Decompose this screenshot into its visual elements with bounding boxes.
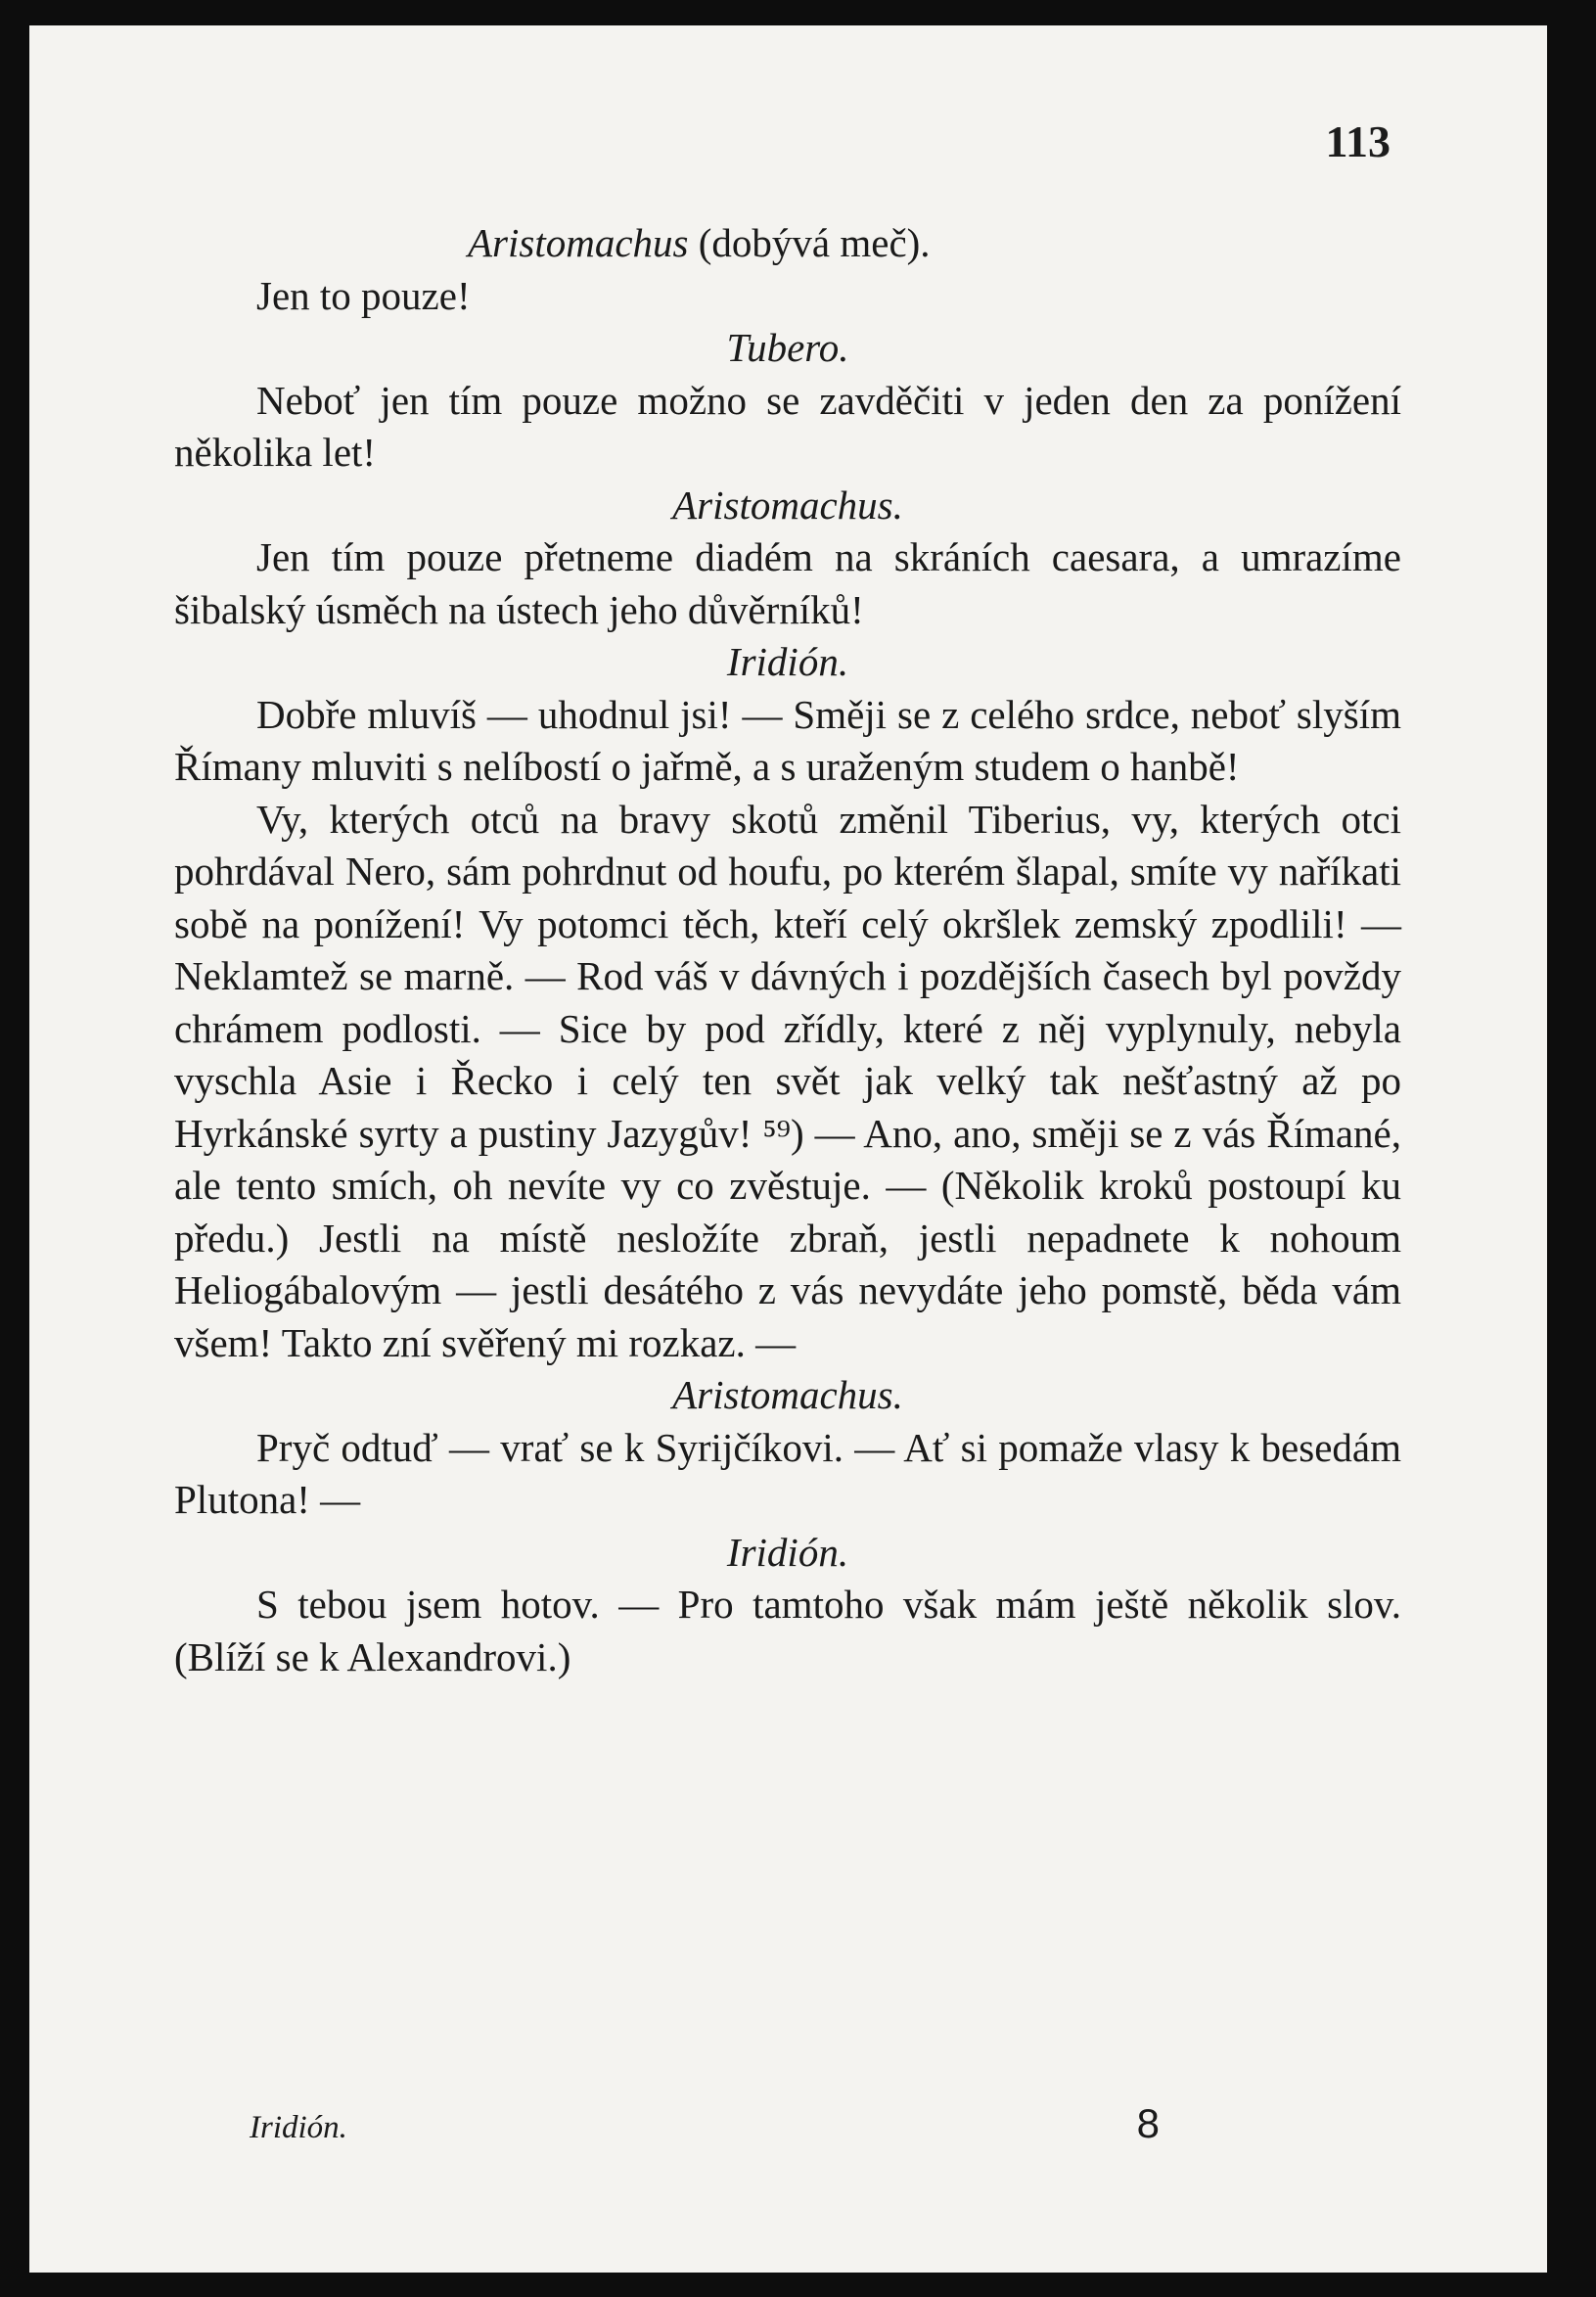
stage-direction: (dobývá meč). (698, 220, 931, 265)
page-text (174, 217, 1401, 1683)
speaker-name: Aristomachus (468, 220, 689, 265)
page-number: 113 (1325, 116, 1391, 166)
speech-paragraph: Dobře mluvíš — uhodnul jsi! — Směji se z celého srdce, neboť slyším Římany mluviti s nelíbostí o jařmě, a s uraženým studem o hanbě! (174, 691, 1401, 789)
speech-paragraph: S tebou jsem hotov. — Pro tamtoho však mám ještě několik slov. (Blíží se k Alexandrovi.) (174, 1582, 1401, 1679)
signature-title: Iridión. (250, 2110, 347, 2145)
speech-paragraph: Vy, kterých otců na bravy skotů změnil Tiberius, vy, kterých otci pohrdával Nero, sám pohrdnut od houfu, po kterém šlapal, smíte vy naříkati sobě na ponížení! Vy potomci těch, kteří celý okršlek zemský zpodlili! — Neklamtež se marně. — Rod váš v dávných i pozdějších časech byl povždy chrámem podlosti. — Sice by pod zřídly, které z něj vyplynuly, nebyla vyschla Asie i Řecko i celý ten svět jak velký tak nešťastný až po Hyrkánské syrty a pustiny Jazygův! ⁵⁹) — Ano, ano, směji se z vás Římané, ale tento smích, oh nevíte vy co zvěstuje. — (Několik kroků postoupí ku předu.) Jestli na místě nesložíte zbraň, jestli nepadnete k nohoum Heliogábalovým — jestli desátého z vás nevydáte jeho pomstě, běda vám všem! Takto zní svěřený mi rozkaz. — (174, 796, 1401, 1365)
speaker-heading: Aristomachus. (672, 482, 903, 528)
signature-number: 8 (1136, 2100, 1160, 2146)
speech-paragraph: Pryč odtuď — vrať se k Syrijčíkovi. — Ať si pomaže vlasy k besedám Plutona! — (174, 1424, 1401, 1522)
speech-paragraph: Jen to pouze! (256, 272, 471, 318)
speech-paragraph: Neboť jen tím pouze možno se zavděčiti v jeden den za ponížení několika let! (174, 377, 1401, 475)
book-page (29, 25, 1547, 2273)
printer-signature (250, 2100, 1160, 2147)
speaker-heading (174, 217, 1401, 270)
speech-paragraph: Jen tím pouze přetneme diadém na skráních caesara, a umrazíme šibalský úsměch na ústech jeho důvěrníků! (174, 534, 1401, 632)
speaker-heading: Tubero. (726, 325, 849, 370)
speaker-heading: Iridión. (726, 1529, 849, 1575)
speaker-heading: Iridión. (726, 639, 849, 684)
speaker-heading: Aristomachus. (672, 1372, 903, 1417)
